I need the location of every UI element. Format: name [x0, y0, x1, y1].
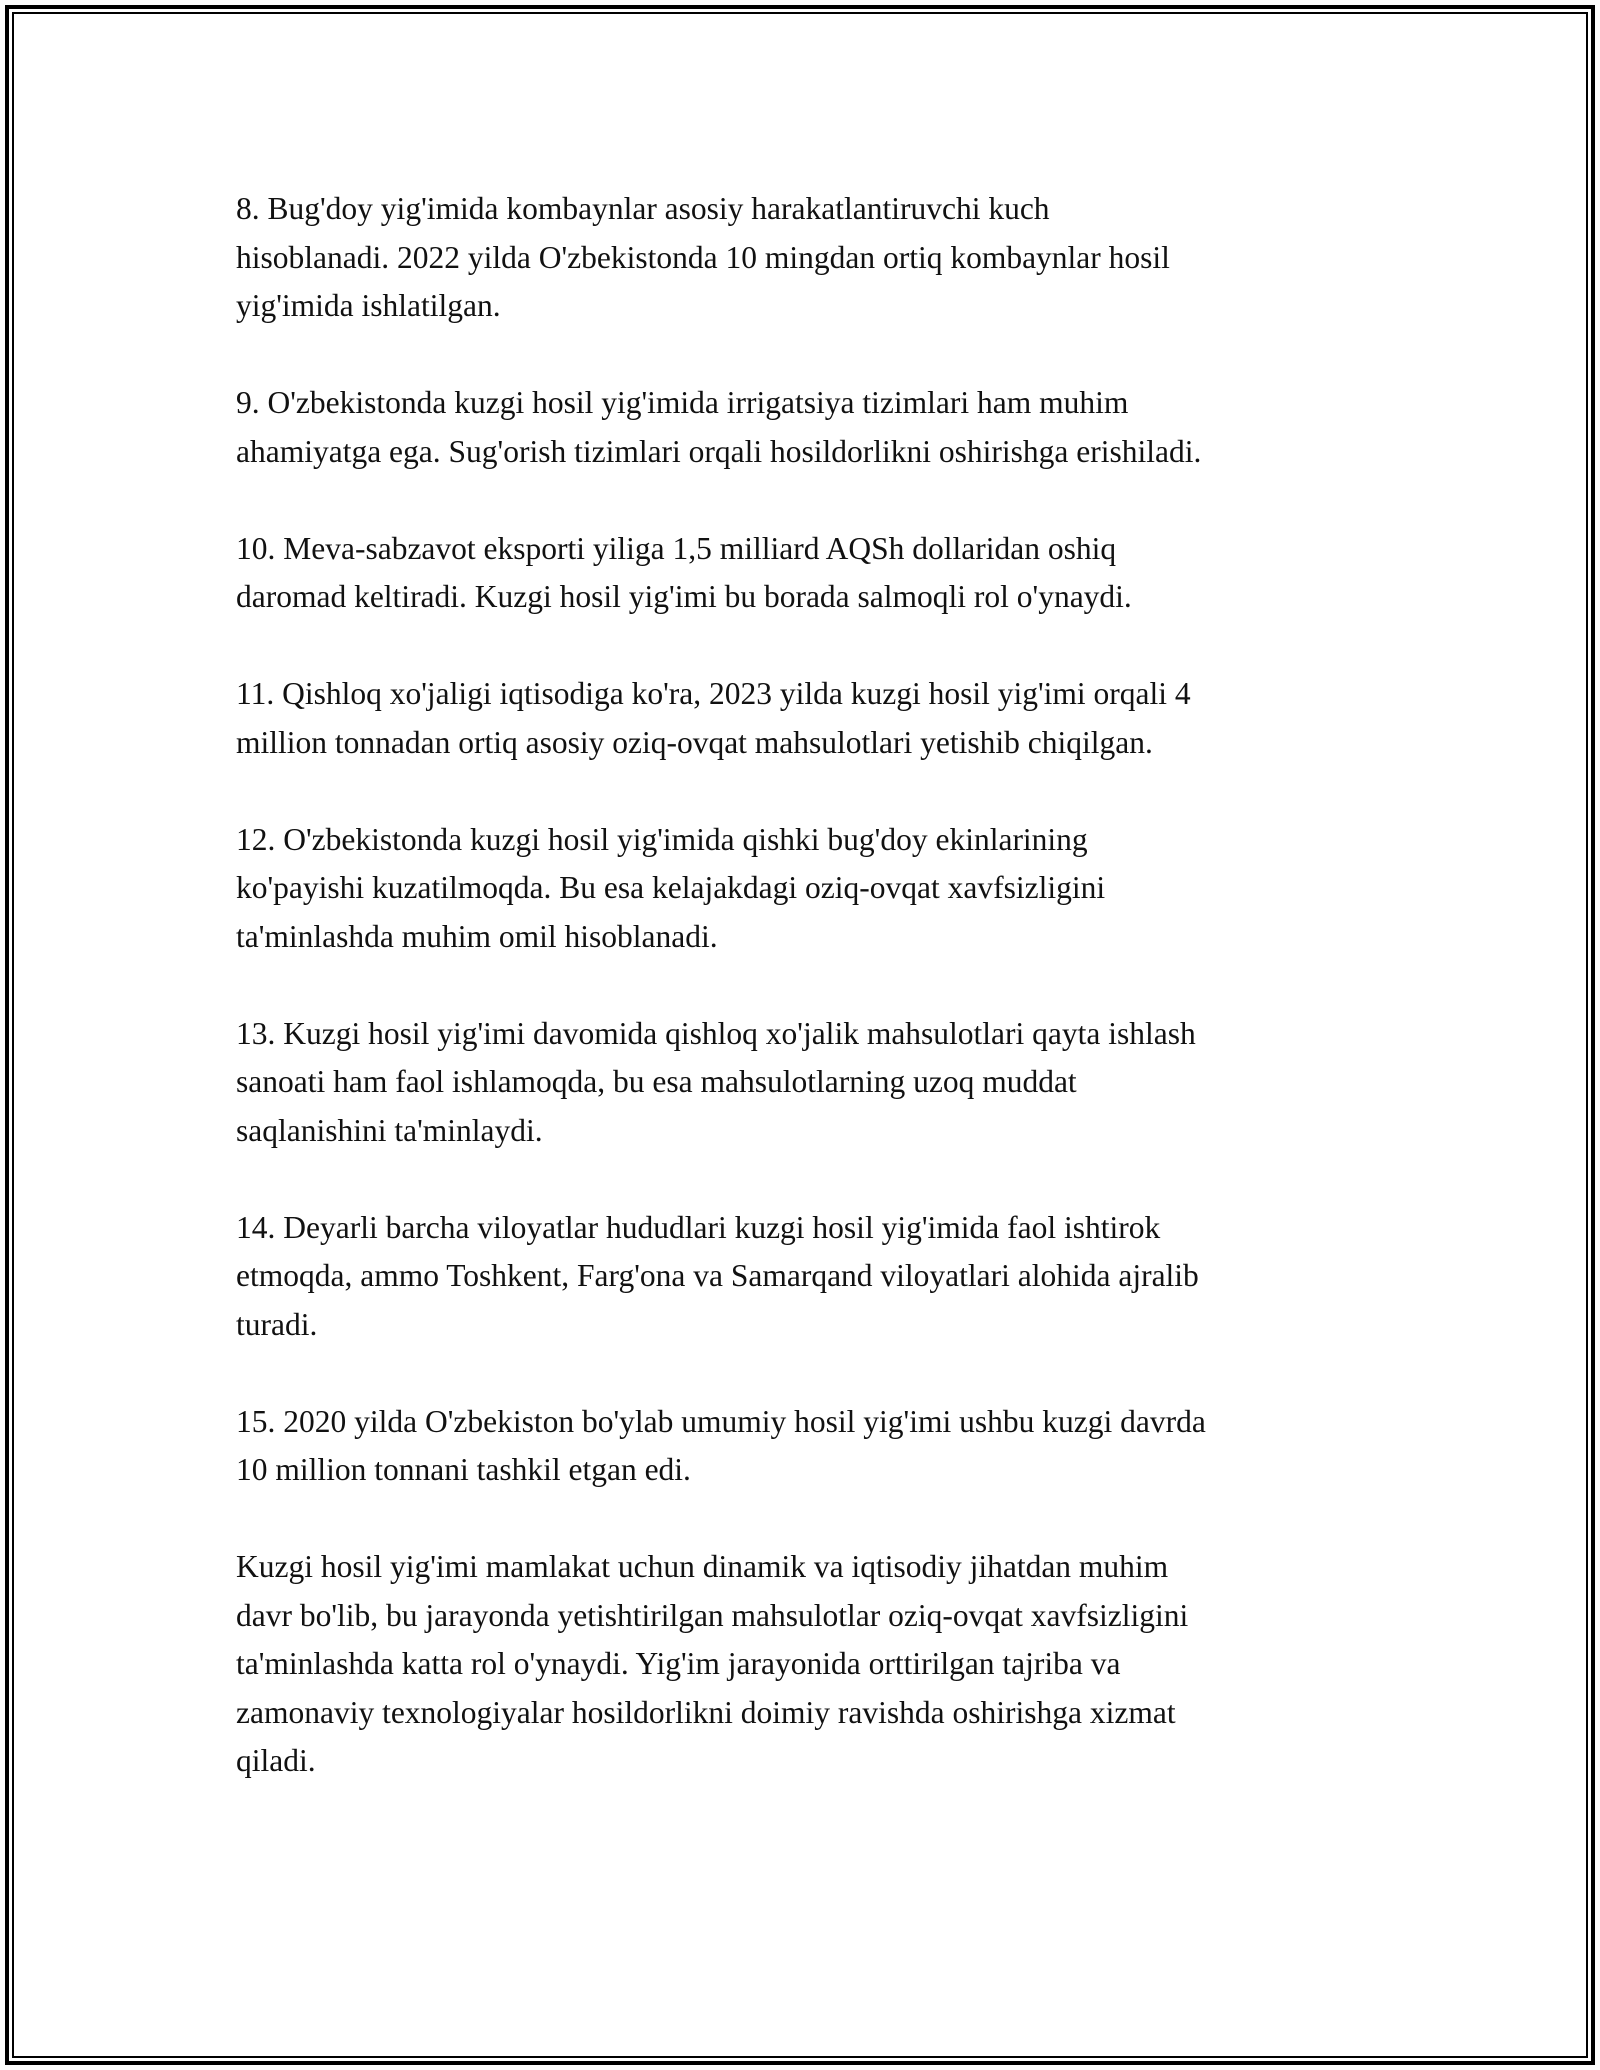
paragraph-item-11 — [236, 670, 1376, 767]
text-line: 10 million tonnani tashkil etgan edi. — [236, 1452, 691, 1487]
paragraph-item-15 — [236, 1398, 1376, 1495]
text-line: 9. O'zbekistonda kuzgi hosil yig'imida irrigatsiya tizimlari ham muhim — [236, 385, 1129, 420]
text-line: 13. Kuzgi hosil yig'imi davomida qishloq xo'jalik mahsulotlari qayta ishlash — [236, 1015, 1196, 1051]
text-line: saqlanishini ta'minlaydi. — [236, 1112, 543, 1148]
paragraph-conclusion — [236, 1543, 1376, 1786]
text-line: davr bo'lib, bu jarayonda yetishtirilgan mahsulotlar oziq-ovqat xavfsizligini — [236, 1597, 1189, 1633]
text-line: hisoblanadi. 2022 yilda O'zbekistonda 10 mingdan ortiq kombaynlar hosil — [236, 239, 1170, 275]
text-line: 12. O'zbekistonda kuzgi hosil yig'imida qishki bug'doy ekinlarining — [236, 821, 1088, 857]
text-line: 14. Deyarli barcha viloyatlar hududlari kuzgi hosil yig'imida faol ishtirok — [236, 1209, 1161, 1245]
text-line: qiladi. — [236, 1743, 316, 1778]
text-line: 8. Bug'doy yig'imida kombaynlar asosiy harakatlantiruvchi kuch — [236, 191, 1050, 226]
text-line: ta'minlashda katta rol o'ynaydi. Yig'im jarayonida orttirilgan tajriba va — [236, 1646, 1121, 1681]
text-line: ta'minlashda muhim omil hisoblanadi. — [236, 918, 718, 954]
text-line: ahamiyatga ega. Sug'orish tizimlari orqali hosildorlikni oshirishga erishiladi. — [236, 433, 1202, 469]
text-line: 11. Qishloq xo'jaligi iqtisodiga ko'ra, 2023 yilda kuzgi hosil yig'imi orqali 4 — [236, 676, 1191, 711]
text-line: 15. 2020 yilda O'zbekiston bo'ylab umumiy hosil yig'imi ushbu kuzgi davrda — [236, 1403, 1206, 1439]
text-line: daromad keltiradi. Kuzgi hosil yig'imi bu borada salmoqli rol o'ynaydi. — [236, 579, 1132, 614]
paragraph-item-9 — [236, 379, 1376, 476]
text-line: 10. Meva-sabzavot eksporti yiliga 1,5 milliard AQSh dollaridan oshiq — [236, 530, 1117, 566]
paragraph-item-8 — [236, 185, 1376, 331]
document-body — [236, 185, 1376, 1834]
text-line: zamonaviy texnologiyalar hosildorlikni doimiy ravishda oshirishga xizmat — [236, 1694, 1176, 1730]
text-line: sanoati ham faol ishlamoqda, bu esa mahsulotlarning uzoq muddat — [236, 1064, 1077, 1099]
text-line: million tonnadan ortiq asosiy oziq-ovqat mahsulotlari yetishib chiqilgan. — [236, 724, 1153, 760]
text-line: ko'payishi kuzatilmoqda. Bu esa kelajakdagi oziq-ovqat xavfsizligini — [236, 870, 1106, 905]
text-line: yig'imida ishlatilgan. — [236, 288, 501, 323]
text-line: Kuzgi hosil yig'imi mamlakat uchun dinamik va iqtisodiy jihatdan muhim — [236, 1549, 1169, 1584]
paragraph-item-12 — [236, 816, 1376, 962]
paragraph-item-14 — [236, 1204, 1376, 1350]
paragraph-item-13 — [236, 1010, 1376, 1156]
text-line: etmoqda, ammo Toshkent, Farg'ona va Samarqand viloyatlari alohida ajralib — [236, 1258, 1199, 1293]
text-line: turadi. — [236, 1306, 318, 1342]
paragraph-item-10 — [236, 525, 1376, 622]
